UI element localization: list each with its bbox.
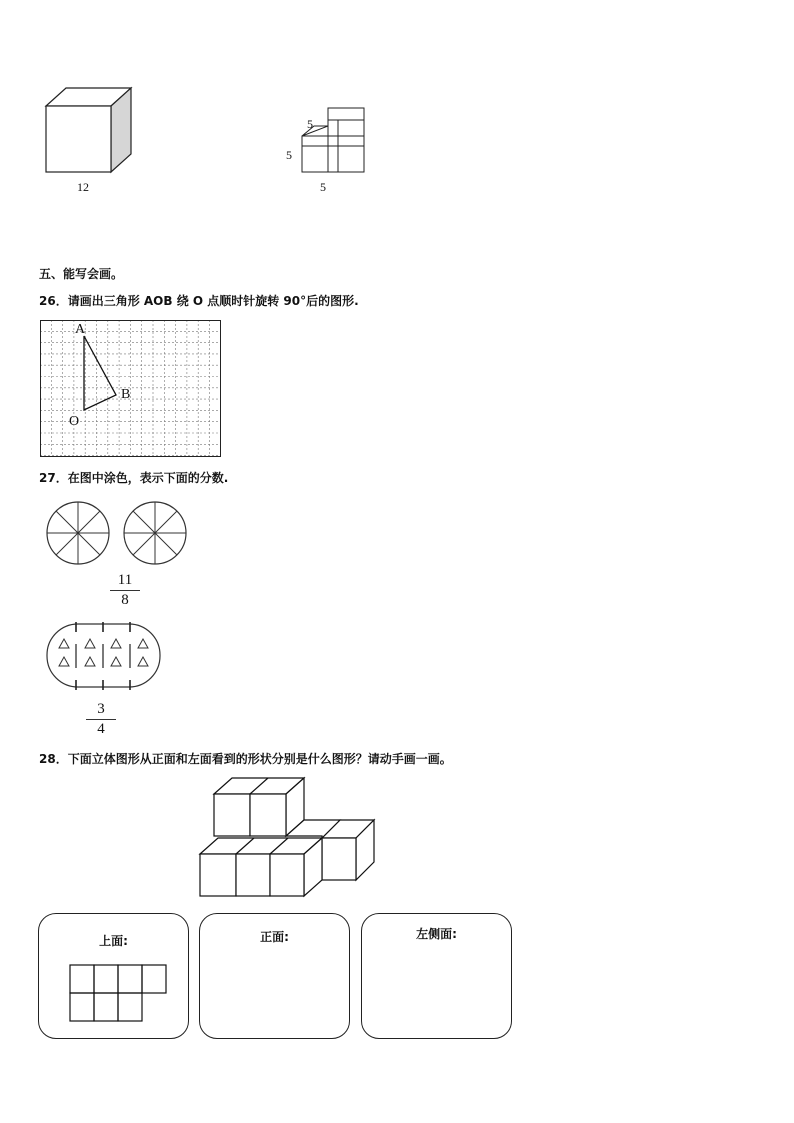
stack-label-left: 5 (286, 148, 292, 162)
top-view-box (38, 913, 189, 1039)
fraction-denominator: 8 (121, 592, 129, 608)
section-5-heading: 五、能写会画。 (39, 267, 124, 281)
fraction-bar (86, 719, 116, 720)
point-o-label: O (69, 414, 80, 429)
fraction-circle-2 (122, 500, 188, 566)
question-26-text: 26．请画出三角形 AOB 绕 O 点顺时针旋转 90°后的图形. (39, 294, 359, 308)
question-27-text: 27．在图中涂色，表示下面的分数. (39, 471, 229, 485)
cube-assembly-figure (198, 776, 376, 900)
fraction-circle-1 (45, 500, 111, 566)
fraction-numerator: 3 (97, 701, 105, 717)
fraction-denominator: 4 (97, 721, 105, 737)
cube-edge-label: 12 (77, 180, 89, 194)
cube-figure (44, 86, 136, 174)
rotation-grid (40, 320, 221, 457)
left-view-box[interactable] (361, 913, 512, 1039)
fraction-bar (110, 590, 140, 591)
fraction-3-4 (86, 701, 116, 738)
fraction-11-8 (110, 572, 140, 609)
front-view-box[interactable] (199, 913, 350, 1039)
top-view-title: 上面: (99, 934, 128, 948)
front-view-title: 正面: (260, 930, 289, 944)
point-b-label: B (121, 387, 131, 402)
left-view-title: 左侧面: (416, 927, 457, 941)
top-view-grid (69, 964, 169, 1024)
stack-label-bottom: 5 (320, 180, 326, 194)
triangle-group-capsule (46, 622, 162, 690)
fraction-numerator: 11 (117, 572, 133, 588)
question-28-text: 28．下面立体图形从正面和左面看到的形状分别是什么图形？请动手画一画。 (39, 752, 452, 766)
stack-label-top: 5 (307, 117, 313, 131)
point-a-label: A (75, 322, 86, 337)
